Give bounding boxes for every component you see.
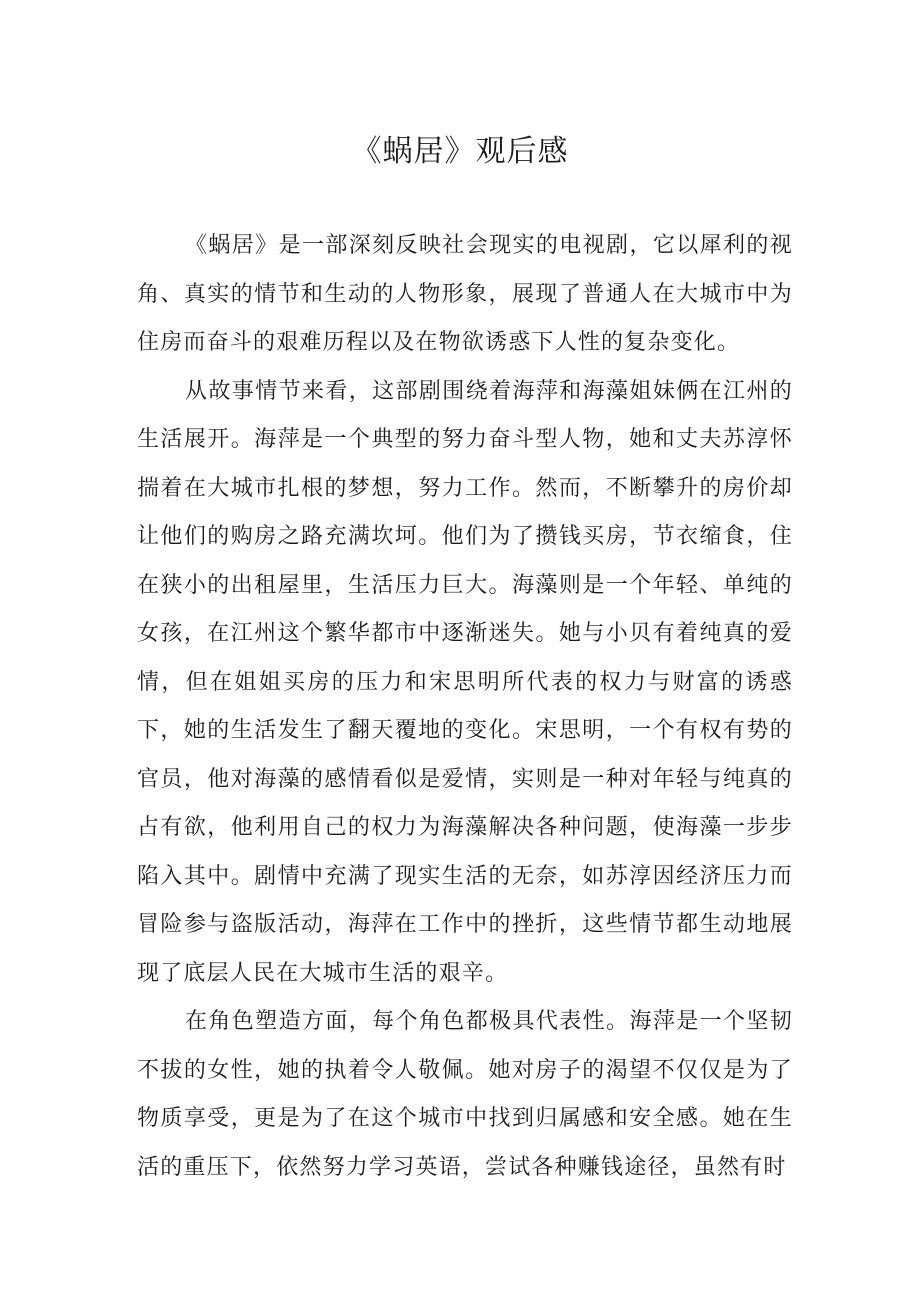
paragraph-plot: 从故事情节来看，这部剧围绕着海萍和海藻姐妹俩在江州的生活展开。海萍是一个典型的努力奋斗型人物，她和丈夫苏淳怀揣着在大城市扎根的梦想，努力工作。然而，不断攀升的房价却让他们的购房之路充满坎坷。他们为了攒钱买房，节衣缩食，住在狭小的出租屋里，生活压力巨大。海藻则是一个年轻、单纯的女孩，在江州这个繁华都市中逐渐迷失。她与小贝有着纯真的爱情，但在姐姐买房的压力和宋思明所代表的权力与财富的诱惑下，她的生活发生了翻天覆地的变化。宋思明，一个有权有势的官员，他对海藻的感情看似是爱情，实则是一种对年轻与纯真的占有欲，他利用自己的权力为海藻解决各种问题，使海藻一步步陷入其中。剧情中充满了现实生活的无奈，如苏淳因经济压力而冒险参与盗版活动，海萍在工作中的挫折，这些情节都生动地展现了底层人民在大城市生活的艰辛。 <box>137 378 793 986</box>
paragraph-characters: 在角色塑造方面，每个角色都极具代表性。海萍是一个坚韧不拔的女性，她的执着令人敬佩。她对房子的渴望不仅仅是为了物质享受，更是为了在这个城市中找到归属感和安全感。她在生活的重压下，依然努力学习英语，尝试各种赚钱途径，虽然有时 <box>137 1009 793 1180</box>
document-title: 《蜗居》观后感 <box>351 134 569 169</box>
document-body <box>137 222 793 1192</box>
paragraph-intro: 《蜗居》是一部深刻反映社会现实的电视剧，它以犀利的视角、真实的情节和生动的人物形象，展现了普通人在大城市中为住房而奋斗的艰难历程以及在物欲诱惑下人性的复杂变化。 <box>137 233 793 355</box>
